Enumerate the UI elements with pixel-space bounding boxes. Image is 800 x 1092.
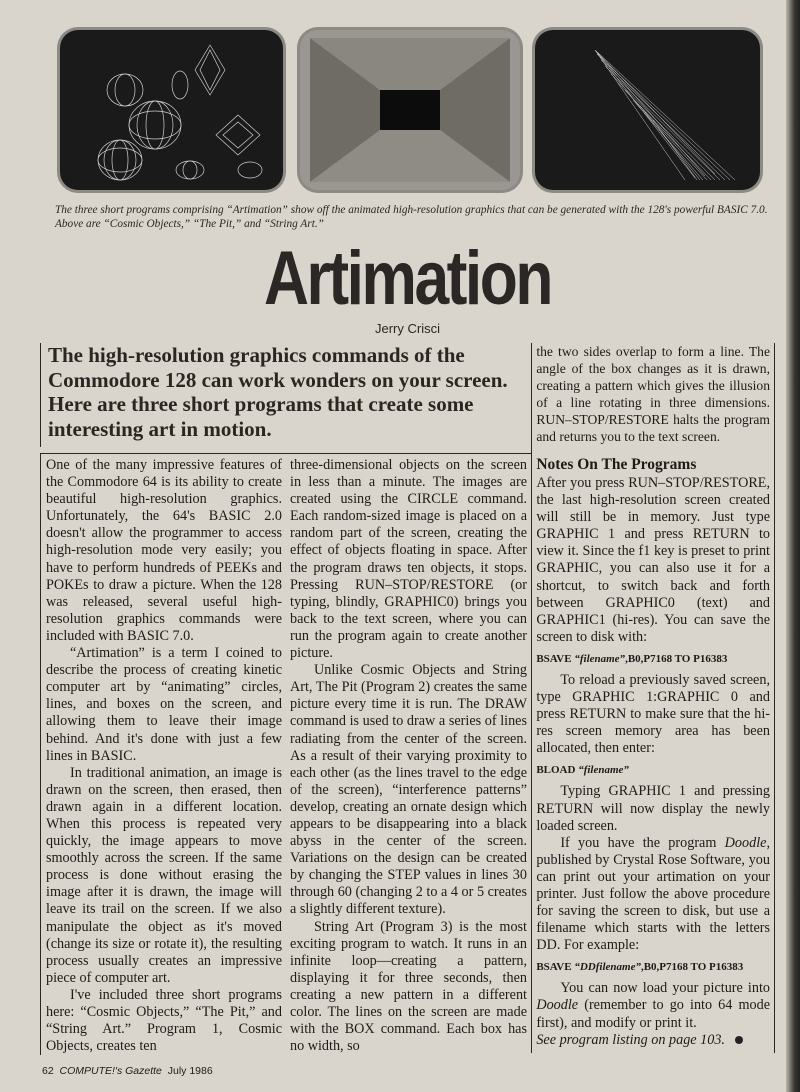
page-footer: [42, 1065, 775, 1078]
paragraph: After you press RUN–STOP/RESTORE, the last high-resolution screen created will still be in memory. Just type GRAPHIC 1 and press RETURN to view it. Since the f1 key is preset to print GRAPHIC, you can also use it for a shortcut, to switch back and forth between GRAPHIC0 (text) and GRAPHIC1 (hi-res). You can save the screen to disk with:: [536, 475, 770, 645]
program-name: Doodle: [536, 997, 579, 1014]
author-byline: Jerry Crisci: [375, 321, 440, 336]
text: , published by Crystal Rose Software, you can print out your artimation on your printer. Just follow the above procedure for saving the screen to disk, but use a filename which starts with the letters DD. For example:: [536, 834, 770, 954]
section-heading: Notes On The Programs: [536, 456, 697, 473]
text: You can now load your picture into: [560, 980, 770, 997]
code-filename: “filename”: [578, 764, 629, 777]
paragraph: String Art (Program 3) is the most exciting program to watch. It runs in an infinite loop—creating a pattern, displaying it for three seconds, then creating a new pattern in a different color. The lines on the screen are made with the BOX command. Each box has no width, so: [290, 918, 527, 1055]
issue-date: July 1986: [167, 1065, 213, 1078]
article-title: Artimation: [264, 236, 551, 321]
body-column-2: [287, 457, 530, 1055]
listing-note: [536, 1032, 770, 1049]
code-command: BSAVE: [536, 652, 575, 665]
code-args: ,B0,P7168 TO P16383: [640, 961, 744, 974]
screenshot-row: [40, 30, 775, 190]
cosmic-objects-screenshot: [60, 30, 283, 190]
paragraph: In traditional animation, an image is drawn on the screen, then erased, then drawn again in a different location. When this process is repeated very quickly, the image appears to move smoothly across the screen. If the same process is done without erasing the image after it is drawn, the image will leave its trail on the screen. If we also manipulate the object as it's moved (change its size or rotate it), the resulting process usually creates an impressive piece of computer art.: [46, 764, 282, 986]
the-pit-screenshot: [300, 30, 520, 190]
cosmic-objects-graphic: [60, 30, 283, 190]
paragraph: three-dimensional objects on the screen in less than a minute. The images are created using the CIRCLE command. Each random-sized image is placed on a random part of the screen, creating the effect of objects floating in space. After the program draws ten objects, it stops. Pressing RUN–STOP/RESTORE (or typing, blindly, GRAPHIC0) brings you back to the text screen, where you can run the program again to create another picture.: [290, 457, 527, 662]
paragraph: the two sides overlap to form a line. The angle of the box changes as it is drawn, creating a pattern which gives the illusion of a line rotating in three dimensions. RUN–STOP/RESTORE halts the program and returns you to the text screen.: [536, 344, 770, 444]
paragraph: To reload a previously saved screen, type GRAPHIC 1:GRAPHIC 0 and press RETURN to make sure that the hi-res screen memory area has been allocated, then enter:: [536, 671, 770, 757]
code-command: BLOAD: [536, 764, 579, 777]
paragraph: Typing GRAPHIC 1 and pressing RETURN will now display the newly loaded screen.: [536, 783, 770, 834]
string-art-screenshot: [535, 30, 760, 190]
code-filename: “DDfilename”: [574, 961, 641, 974]
text: (remember to go into 64 mode first), and modify or print it.: [536, 997, 770, 1031]
photo-caption: The three short programs comprising “Artimation” show off the animated high-resolution graphics that can be generated with the 128's powerful BASIC 7.0. Above are “Cosmic Objects,” “The Pit,” and “String Art.”: [55, 204, 768, 230]
body-column-3: [531, 343, 775, 1053]
paragraph: I've included three short programs here: “Cosmic Objects,” “The Pit,” and “String Art.” Program 1, Cosmic Objects, creates ten: [46, 986, 282, 1055]
end-mark-icon: [735, 1036, 743, 1044]
code-args: ,B0,P7168 TO P16383: [625, 652, 728, 665]
paragraph: “Artimation” is a term I coined to describe the process of creating kinetic computer art by “animating” circles, lines, and boxes on the screen, and allowing them to leave their image behind. And it's done with just a few lines in BASIC.: [46, 645, 282, 764]
paragraph: Unlike Cosmic Objects and String Art, The Pit (Program 2) creates the same picture every time it is run. The DRAW command is used to draw a series of lines radiating from the center of the screen. As a result of their varying proximity to each other (as the lines travel to the edge of the screen), “interference patterns” develop, creating an ornate design which appears to be disappearing into a black abyss in the center of the screen. Variations on the design can be created by changing the STEP values in lines 30 through 60 (changing 2 to a 4 or 5 creates a slightly different texture).: [290, 662, 527, 918]
code-command: BSAVE: [536, 961, 575, 974]
page-number: 62: [42, 1065, 54, 1078]
paragraph: [536, 980, 770, 1031]
article-body: [40, 343, 775, 1055]
paragraph: [536, 835, 770, 955]
article-deck: The high-resolution graphics commands of the Commodore 128 can work wonders on your screen. Here are three short programs that create some interesting art in motion.: [40, 343, 526, 447]
paragraph: One of the many impressive features of the Commodore 64 is its ability to create beautiful high-resolution graphics. Unfortunately, the 64's BASIC 2.0 doesn't allow the programmer to access high-resolution mode very easily; you have to perform hundreds of PEEKs and POKEs to draw a picture. When the 128 was released, several useful high-resolution graphics commands were included with BASIC 7.0.: [46, 457, 282, 644]
magazine-name: COMPUTE!'s Gazette: [59, 1065, 162, 1078]
string-art-graphic: [535, 30, 760, 190]
code-bsave: [536, 652, 770, 666]
code-bload: [536, 763, 770, 777]
program-name: Doodle: [724, 834, 767, 851]
left-area: [40, 343, 531, 1055]
text: If you have the program: [560, 834, 725, 851]
the-pit-graphic: [300, 30, 520, 190]
listing-note-text: See program listing on page 103.: [536, 1031, 725, 1048]
code-filename: “filename”: [574, 652, 626, 665]
code-bsave-dd: [536, 960, 770, 974]
body-column-1: [41, 457, 287, 1055]
body-columns: [40, 453, 531, 1055]
